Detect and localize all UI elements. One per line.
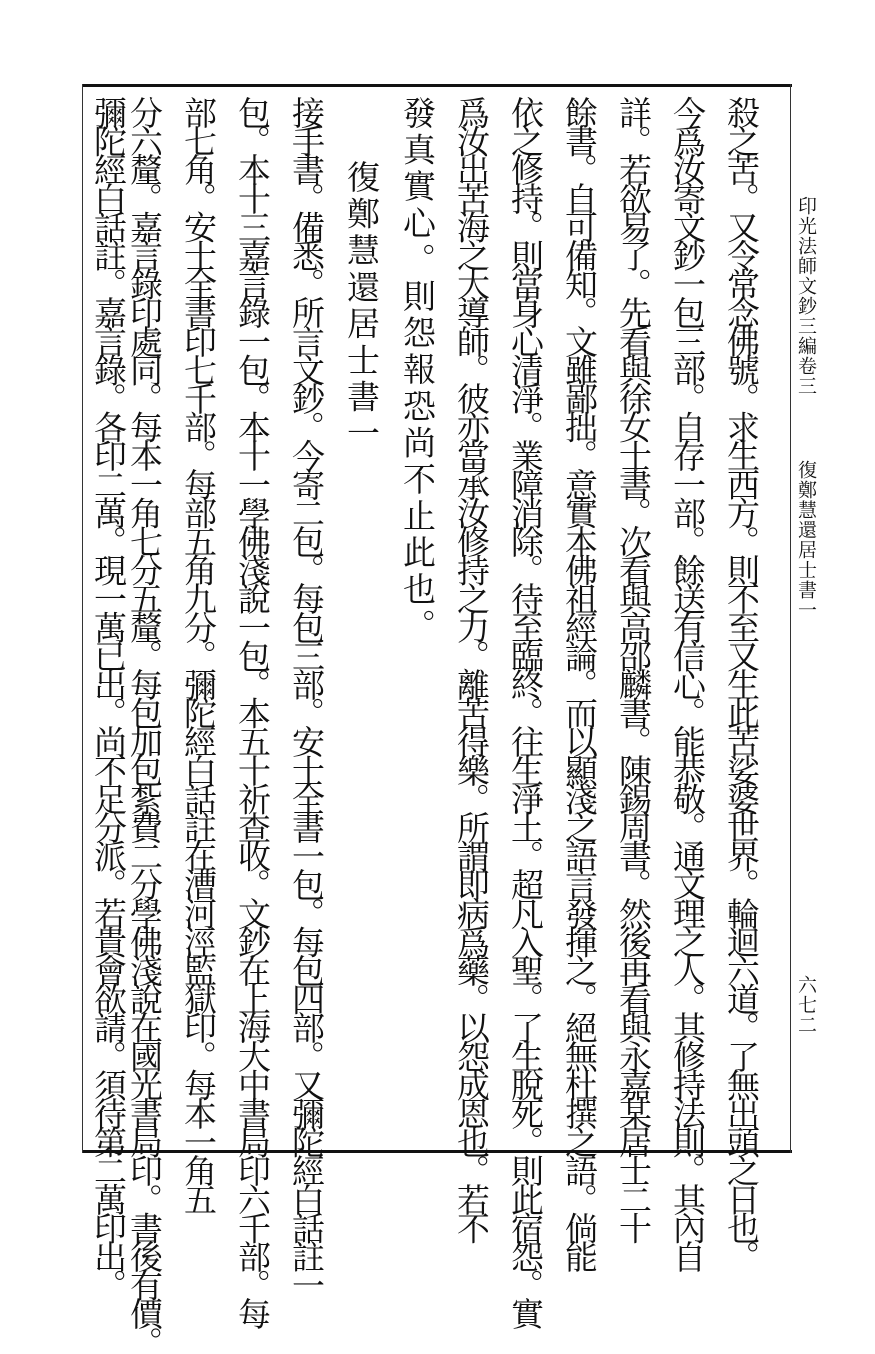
text-column-10: 包。本十三嘉言錄一包。本十一學佛淺說一包。本五十祈查收。文鈔在上海大中書局印六千部。每 [233,96,272,1326]
text-column-5: 依之修持。則當身心清淨。業障消除。待至臨終。往生淨土。超凡入聖。了生脫死。則此宿怨。實 [506,96,545,1326]
text-column-12: 分六釐。嘉言錄印處同。每本一角七分五釐。每包加包紮費二分學佛淺說在國光書局印。書後有價。 [125,96,164,1354]
left-border-rule [82,84,83,1153]
text-column-1: 殺之苦。又令常念佛號。求生西方。則不至又生此苦娑婆世界。輪迴六道。了無出頭之日也。 [722,96,761,1269]
text-column-3: 詳。若欲易了。先看與徐女士書。次看與高邵麟書。陳錫周書。然後再看與永嘉某居士二十 [614,96,653,1241]
letter-title: 復鄭慧還居士書一 [342,160,381,453]
top-border-rule [82,84,792,87]
text-column-9: 接手書。備悉。所言文鈔。今寄二包。每包三部。安士全書一包。每包四部。又彌陀經白話註一 [287,96,326,1298]
text-column-4: 餘書。自可備知。文雖鄙拙。意實本佛祖經論。而以顯淺之語言發揮之。絕無杜撰之語。倘能 [560,96,599,1269]
page-number: 六七二 [795,975,817,1035]
header-divider-rule [790,84,791,1153]
book-title-header: 印光法師文鈔三編卷三 [795,196,817,396]
text-column-13: 彌陀經白話註。嘉言錄。各印二萬。現一萬已出。尚不足分派。若貴會欲請。須待第二萬印出。 [89,96,128,1298]
text-column-6: 爲汝出苦海之大導師。彼亦當承汝修持之力。離苦得樂。所謂即病爲藥。以怨成恩也。若不 [452,96,491,1241]
text-column-2: 今爲汝寄文鈔一包三部。自存一部。餘送有信心。能恭敬。通文理之人。其修持法則。其內自 [668,96,707,1269]
section-title-header: 復鄭慧還居士書一 [795,460,817,620]
text-column-7: 發真實心。則怨報恐尚不止此也。 [398,96,437,645]
text-column-11: 部七角。安士全書印七千部。每部五角九分。彌陀經白話註在漕河涇監獄印。每本一角五 [179,96,218,1212]
